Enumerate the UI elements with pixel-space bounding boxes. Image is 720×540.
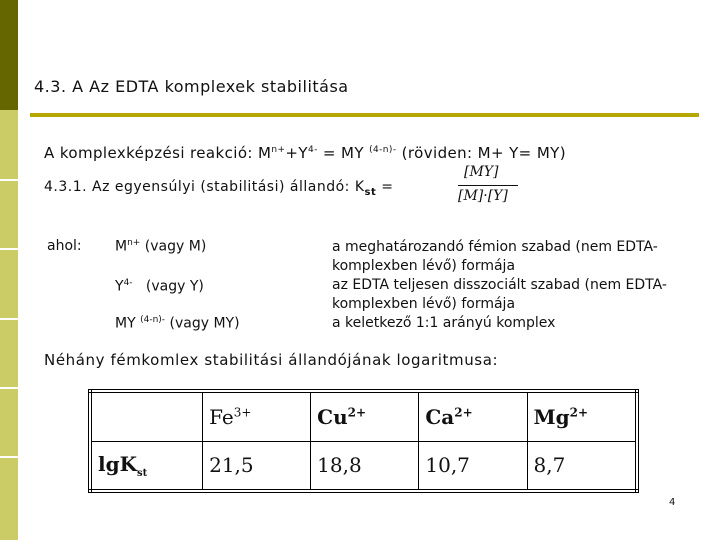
reaction-plus-y: +Y <box>285 144 308 162</box>
title-underline <box>30 113 699 117</box>
reaction-short: (röviden: M+ Y= MY) <box>396 144 566 162</box>
value-cell: 8,7 <box>527 441 637 491</box>
side-bar-separator <box>0 248 18 250</box>
symbol-alt: (vagy M) <box>140 238 207 255</box>
description-m: a meghatározandó fémion szabad (nem EDTA-komplexben lévő) formája <box>332 239 658 274</box>
metal-charge: 2+ <box>454 405 473 420</box>
symbol-alt: (vagy MY) <box>165 315 240 332</box>
reaction-label: A komplexképzési reakció: <box>44 144 253 162</box>
definition-symbol-my <box>115 315 240 332</box>
metal-cell <box>311 391 419 441</box>
page-number: 4 <box>669 497 676 508</box>
value-cell: 18,8 <box>311 441 419 491</box>
constant-label: 4.3.1. Az egyensúlyi (stabilitási) állandó: K <box>44 179 365 195</box>
side-bar-separator <box>0 456 18 458</box>
symbol-text: M <box>115 238 128 255</box>
table-row <box>90 441 637 491</box>
value-cell: 21,5 <box>203 441 311 491</box>
reaction-my-charge: (4-n)- <box>369 145 397 155</box>
table-heading: Néhány fémkomlex stabilitási állandójának logaritmusa: <box>44 351 499 369</box>
value-cell: 10,7 <box>419 441 527 491</box>
metal-cell <box>203 391 311 441</box>
fraction-bar <box>458 185 518 186</box>
definition-symbol-m <box>115 238 206 255</box>
symbol-charge: n+ <box>127 238 141 248</box>
constant-sub: st <box>364 186 377 198</box>
metal-symbol: Cu <box>317 404 348 429</box>
definition-descriptions <box>332 238 672 333</box>
stability-table <box>88 389 639 493</box>
metal-charge: 2+ <box>347 405 367 420</box>
symbol-text: MY <box>115 315 141 332</box>
reaction-y-charge: 4- <box>307 145 318 155</box>
side-bar-separator <box>0 387 18 389</box>
table-row <box>90 391 637 441</box>
metal-charge: 2+ <box>569 405 589 420</box>
reaction-m-charge: n+ <box>271 145 286 155</box>
symbol-text: Y <box>115 278 124 295</box>
symbol-alt: (vagy Y) <box>132 278 204 295</box>
side-bar-dark <box>0 0 18 110</box>
metal-cell <box>527 391 637 441</box>
constant-eq: = <box>376 179 394 195</box>
definition-symbol-y <box>115 278 204 295</box>
metal-symbol: Fe <box>209 404 234 429</box>
metal-charge: 3+ <box>233 405 252 420</box>
reaction-equals: = MY <box>317 144 370 162</box>
constant-line <box>44 179 393 198</box>
side-bar-separator <box>0 318 18 320</box>
symbol-charge: 4- <box>123 278 133 288</box>
ahol-label: ahol: <box>47 238 82 254</box>
lgk-text: lgK <box>98 451 137 476</box>
description-my: a keletkező 1:1 arányú komplex <box>332 315 556 331</box>
symbol-charge: (4-n)- <box>140 315 166 325</box>
row-label-lgk <box>90 441 203 491</box>
reaction-m: M <box>258 144 272 162</box>
description-y: az EDTA teljesen disszociált szabad (nem EDTA-komplexben lévő) formája <box>332 277 667 312</box>
metal-cell <box>419 391 527 441</box>
lgk-sub: st <box>136 467 148 479</box>
metal-symbol: Ca <box>425 404 455 429</box>
fraction-numerator: [MY] <box>464 164 499 180</box>
side-bar-light <box>0 110 18 540</box>
metal-symbol: Mg <box>533 404 570 429</box>
slide-title: 4.3. A Az EDTA komplexek stabilitása <box>34 77 349 96</box>
reaction-line <box>44 144 566 162</box>
side-bar-separator <box>0 179 18 181</box>
row-label-top <box>90 391 203 441</box>
fraction-denominator: [M]·[Y] <box>458 188 508 204</box>
